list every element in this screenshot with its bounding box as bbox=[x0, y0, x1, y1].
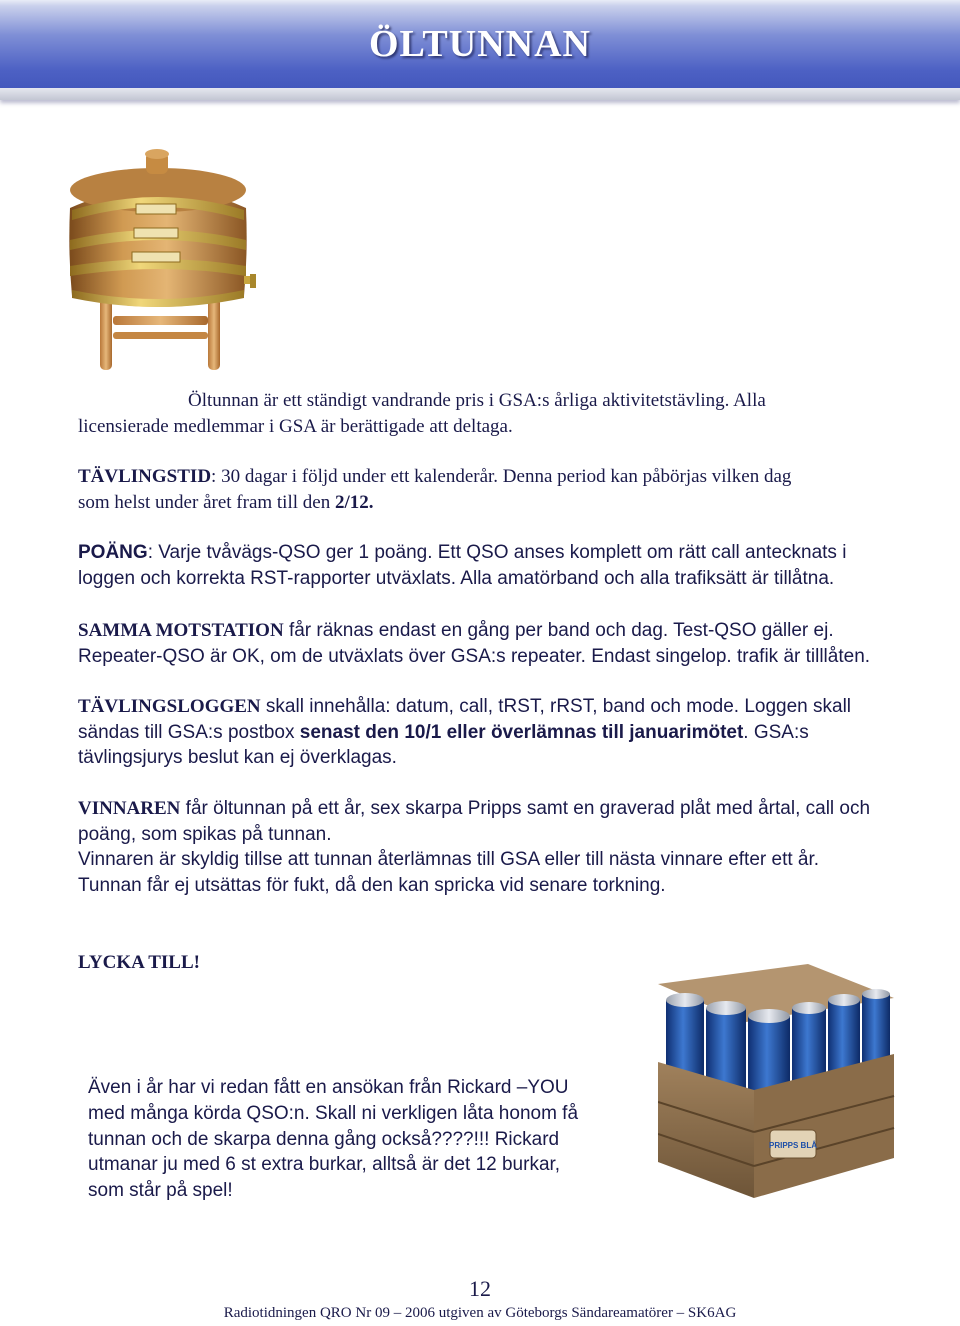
winner-paragraph: VINNAREN får öltunnan på ett år, sex skarpa Pripps samt en graverad plåt med årtal, call och poäng, som spikas på tunnan. Vinnaren är skyldig tillse att tunnan återlämnas till GSA eller till nästa vinnare efter ett år. Tunnan får ej utsättas för fukt, då den kan spricka vid senare torkning. bbox=[78, 798, 871, 896]
page-footer: Radiotidningen QRO Nr 09 – 2006 utgiven av Göteborgs Sändareamatörer – SK6AG bbox=[223, 1305, 737, 1321]
crate-logo-text: PRIPPS BLÅ bbox=[768, 1141, 818, 1150]
competition-period-paragraph: TÄVLINGSTID: 30 dagar i följd under ett kalenderår. Denna period kan påbörjas vilken dag som helst under året fram till den 2/12. bbox=[78, 466, 792, 513]
good-luck-heading: LYCKA TILL! bbox=[78, 952, 200, 973]
intro-paragraph: Öltunnan är ett ständigt vandrande pris i GSA:s årliga aktivitetstävling. Alla licensierade medlemmar i GSA är berättigade att deltaga. bbox=[78, 390, 766, 437]
competition-period-label: TÄVLINGSTID bbox=[78, 466, 212, 487]
competition-end-date: 2/12. bbox=[334, 491, 374, 513]
competition-log-label: TÄVLINGSLOGGEN bbox=[78, 696, 261, 717]
page-title: ÖLTUNNAN bbox=[369, 23, 591, 65]
winner-label: VINNAREN bbox=[78, 798, 181, 819]
beer-barrel-image bbox=[58, 148, 258, 378]
page-number: 12 bbox=[469, 1276, 491, 1301]
rickard-note: Även i år har vi redan fått en ansökan från Rickard –YOU med många körda QSO:n. Skall ni verkligen låta honom få tunnan och de skarpa denna gång också????!!! Rickard utmanar ju med 6 st extra burkar, alltså är det 12 burkar, som står på spel! bbox=[88, 1077, 579, 1202]
same-station-label: SAMMA MOTSTATION bbox=[78, 620, 284, 641]
points-paragraph: POÄNG: Varje tvåvägs-QSO ger 1 poäng. Ett QSO anses komplett om rätt call antecknats i loggen och korrekta RST-rapporter utväxlats. Alla amatörband och alla trafiksätt är tillåtna. bbox=[78, 542, 847, 589]
header-banner bbox=[0, 0, 960, 100]
same-station-paragraph: SAMMA MOTSTATION får räknas endast en gång per band och dag. Test-QSO gäller ej. Repeater-QSO är OK, om de utväxlats över GSA:s repeater. Endast singelop. trafik är tilllåten. bbox=[78, 620, 871, 667]
log-deadline: senast den 10/1 eller överlämnas till januarimötet bbox=[299, 721, 744, 743]
banner-stripe bbox=[0, 88, 960, 100]
points-label: POÄNG bbox=[78, 542, 148, 563]
competition-log-paragraph: TÄVLINGSLOGGEN skall innehålla: datum, call, tRST, rRST, band och mode. Loggen skall sändas till GSA:s postbox senast den 10/1 eller överlämnas till januarimötet. GSA:s tävlingsjurys beslut kan ej överklagas. bbox=[78, 696, 852, 768]
pripps-crate-image bbox=[658, 962, 898, 1200]
